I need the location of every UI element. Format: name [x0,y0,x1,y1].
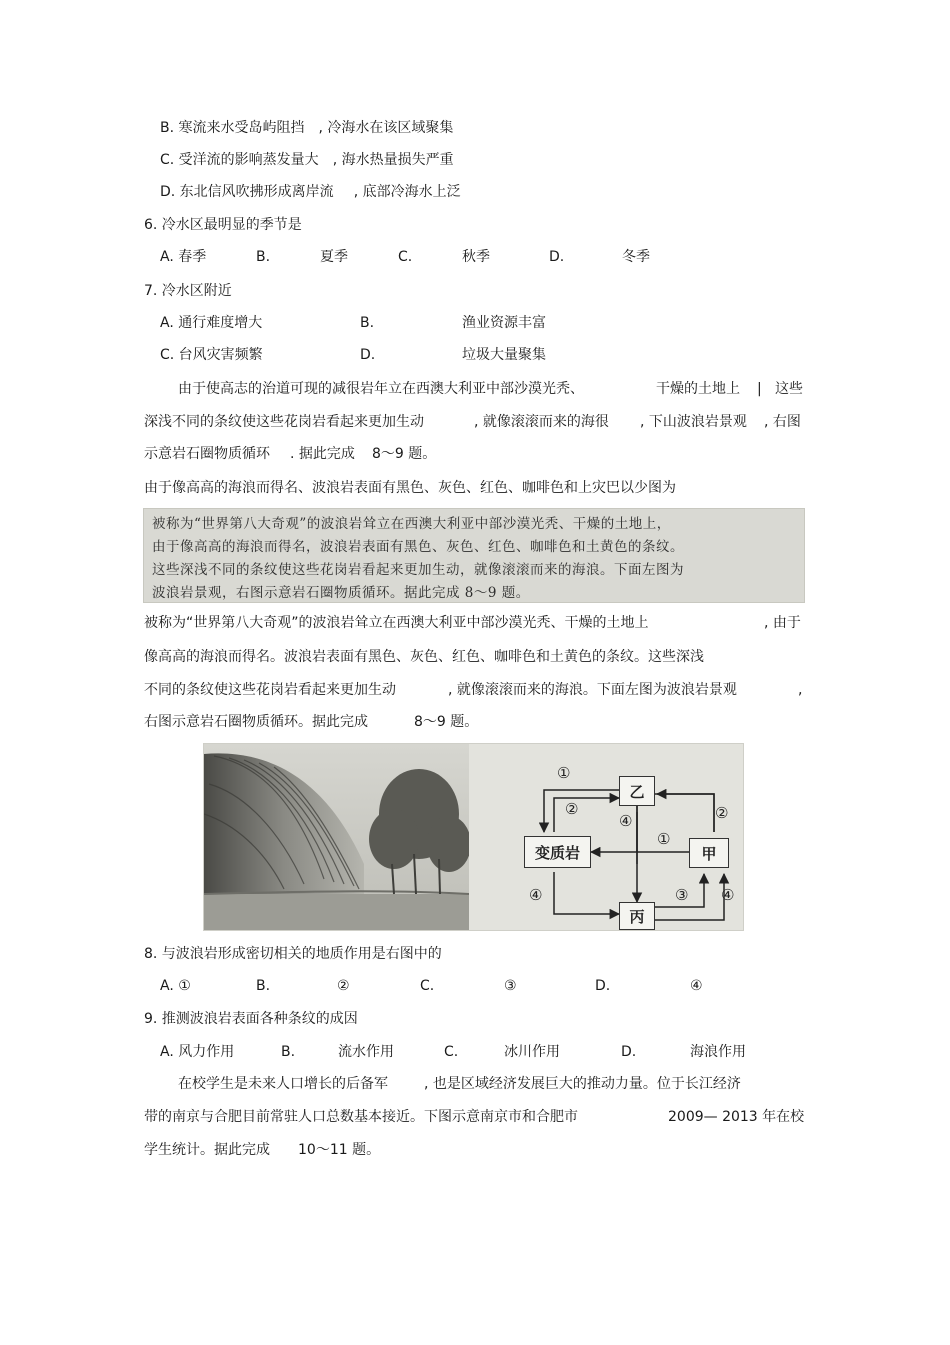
q8-option-c: ③ [504,978,517,994]
q6-option-a: A. 春季 [160,249,207,265]
q9-option-d: 海浪作用 [690,1044,746,1060]
label-process-4-left: ④ [529,886,543,904]
q9-option-d-letter: D. [621,1044,637,1060]
garbled-line-4: 由于像高高的海浪而得名、波浪岩表面有黑色、灰色、红色、咖啡色和上灾巴以少图为 [144,480,676,496]
label-process-4-right: ④ [721,886,735,904]
garbled-line-1d: 这些 [775,381,803,397]
label-process-2-right: ② [715,804,729,822]
box-metamorphic-rock: 变质岩 [524,836,591,868]
photo-text-line-3: 这些深浅不同的条纹使这些花岗岩看起来更加生动，就像滚滚而来的海浪。下面左图为 [152,562,684,578]
q6-option-b-letter: B. [256,249,271,265]
garbled-line-1b: 干燥的土地上 [656,381,740,397]
para-line-3a: 不同的条纹使这些花岗岩看起来更加生动 [144,682,396,698]
q9-stem: 9. 推测波浪岩表面各种条纹的成因 [144,1011,358,1027]
q5-option-b-a: B. 寒流来水受岛屿阻挡 [160,120,305,136]
wave-rock-photo [204,744,469,931]
garbled-line-3a: 示意岩石圈物质循环 [144,446,270,462]
intro10-line-3a: 学生统计。据此完成 [144,1142,270,1158]
q9-option-b: 流水作用 [338,1044,394,1060]
q8-option-d-letter: D. [595,978,611,994]
box-bing: 丙 [619,902,655,930]
q5-option-d-b: , 底部冷海水上泛 [353,184,461,200]
garbled-line-1c: | [757,381,762,397]
q5-option-d-a: D. 东北信风吹拂形成离岸流 [160,184,334,200]
q5-option-c-a: C. 受洋流的影响蒸发量大 [160,152,319,168]
q7-option-d: 垃圾大量聚集 [462,347,546,363]
garbled-line-3c: 8～9 题。 [372,446,437,462]
q6-option-b: 夏季 [320,249,348,265]
para-line-4b: 8～9 题。 [414,714,479,730]
garbled-line-1a: 由于使高志的治道可现的减很岩年立在西澳大利亚中部沙漠光秃、 [178,381,584,397]
garbled-line-2b: , 就像滚滚而来的海很 [474,414,609,430]
q7-option-d-letter: D. [360,347,376,363]
q7-stem: 7. 冷水区附近 [144,283,232,299]
figure-wave-rock [203,743,744,931]
q9-option-c: 冰川作用 [504,1044,560,1060]
garbled-line-2d: , 右图 [764,414,801,430]
box-jia: 甲 [689,838,729,868]
q7-option-a: A. 通行难度增大 [160,315,263,331]
q8-option-a: A. ① [160,978,191,994]
para-line-3c: , [798,682,803,698]
label-process-1-top: ① [557,764,571,782]
garbled-line-3b: . 据此完成 [290,446,355,462]
para-line-1b: , 由于 [764,615,801,631]
q8-option-b-letter: B. [256,978,271,994]
q6-option-c-letter: C. [398,249,413,265]
q9-option-b-letter: B. [281,1044,296,1060]
intro10-line-1a: 在校学生是未来人口增长的后备军 [178,1076,388,1092]
q5-option-b [160,119,453,137]
para-line-4a: 右图示意岩石圈物质循环。据此完成 [144,714,368,730]
q8-stem: 8. 与波浪岩形成密切相关的地质作用是右图中的 [144,946,442,962]
photo-text-line-2: 由于像高高的海浪而得名，波浪岩表面有黑色、灰色、红色、咖啡色和土黄色的条纹。 [152,539,684,555]
intro10-line-3b: 10～11 题。 [298,1142,381,1158]
garbled-line-2c: , 下山波浪岩景观 [640,414,747,430]
intro10-line-1b: , 也是区域经济发展巨大的推动力量。位于长江经济 [424,1076,741,1092]
q9-option-a: A. 风力作用 [160,1044,235,1060]
intro10-line-2b: 2009— 2013 年在校 [668,1109,805,1125]
para-line-3b: , 就像滚滚而来的海浪。下面左图为波浪岩景观 [448,682,737,698]
q5-option-c-b: , 海水热量损失严重 [332,152,454,168]
q5-option-b-b: , 冷海水在该区域聚集 [318,120,454,136]
box-yi: 乙 [619,776,655,806]
photographed-paragraph [143,508,805,603]
photo-text-line-4: 波浪岩景观，右图示意岩石圈物质循环。据此完成 8～9 题。 [152,585,530,601]
q6-option-d-letter: D. [549,249,565,265]
q7-option-b-letter: B. [360,315,375,331]
label-process-2-left: ② [565,800,579,818]
q5-option-d [160,183,461,201]
q5-option-c [160,151,454,169]
q8-option-c-letter: C. [420,978,435,994]
rock-cycle-diagram [469,744,744,931]
label-process-1-center: ① [657,830,671,848]
q6-option-d: 冬季 [622,249,650,265]
q7-option-c: C. 台风灾害频繁 [160,347,263,363]
garbled-line-2a: 深浅不同的条纹使这些花岗岩看起来更加生动 [144,414,424,430]
label-process-3: ③ [675,886,689,904]
para-line-1a: 被称为“世界第八大奇观”的波浪岩耸立在西澳大利亚中部沙漠光秃、干燥的土地上 [144,615,649,631]
q8-option-b: ② [337,978,350,994]
photo-text-line-1: 被称为“世界第八大奇观”的波浪岩耸立在西澳大利亚中部沙漠光秃、干燥的土地上， [152,516,671,532]
q6-stem: 6. 冷水区最明显的季节是 [144,217,302,233]
q6-option-c: 秋季 [462,249,490,265]
q7-option-b: 渔业资源丰富 [462,315,546,331]
para-line-2: 像高高的海浪而得名。波浪岩表面有黑色、灰色、红色、咖啡色和土黄色的条纹。这些深浅 [144,649,704,665]
q8-option-d: ④ [690,978,703,994]
label-process-4-center: ④ [619,812,633,830]
q9-option-c-letter: C. [444,1044,459,1060]
intro10-line-2a: 带的南京与合肥目前常驻人口总数基本接近。下图示意南京市和合肥市 [144,1109,578,1125]
